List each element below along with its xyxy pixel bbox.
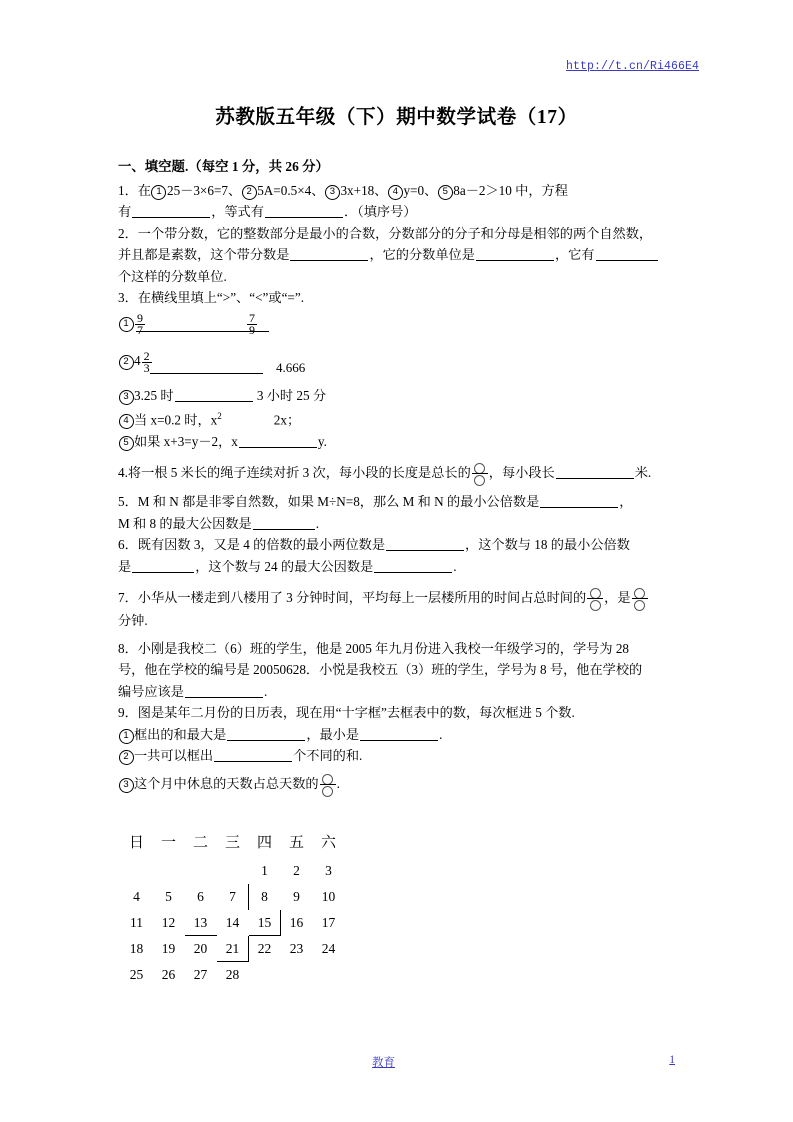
question-5-line-1 — [118, 491, 690, 513]
q6-l2-b: ，这个数与 24 的最大公因数是 — [195, 558, 374, 574]
calendar-cell: 23 — [289, 940, 304, 956]
calendar-cell — [153, 858, 185, 884]
question-8-line-3 — [118, 681, 690, 703]
calendar-cell: 18 — [129, 940, 144, 956]
answer-blank[interactable] — [374, 559, 452, 573]
calendar-cell: 24 — [321, 940, 336, 956]
calendar-cell: 26 — [161, 966, 176, 982]
question-1-line-2 — [118, 201, 690, 223]
question-8-line-1: 8．小刚是我校二（6）班的学生，他是 2005 年九月份进入我校一年级学习的，学号为 28 — [118, 640, 630, 656]
q8-l3-a: 编号应该是 — [118, 683, 184, 699]
q3-i5-left: 如果 x+3=y－2，x — [134, 433, 238, 449]
circled-number-5: 5 — [119, 436, 134, 451]
calendar-cell: 11 — [130, 914, 143, 930]
q3-i2-whole: 4 — [134, 352, 141, 368]
q4-a: 4.将一根 5 米长的绳子连续对折 3 次，每小段的长度是总长的 — [118, 465, 471, 481]
q5-l1-a: 5．M 和 N 都是非零自然数，如果 M÷N=8，那么 M 和 N 的最小公倍数是 — [118, 494, 540, 510]
q6-l2-a: 是 — [118, 558, 132, 574]
question-9: 9．图是某年二月份的日历表，现在用“十字框”去框表中的数，每次框进 5 个数. — [118, 705, 575, 721]
q1-item-3: 3x+18、 — [340, 182, 388, 198]
question-3-item-4 — [118, 406, 690, 431]
calendar-cell: 1 — [261, 862, 268, 878]
question-6-line-1 — [118, 534, 690, 556]
calendar-cell — [185, 858, 217, 884]
question-2-line-3: 个这样的分数单位. — [118, 268, 227, 284]
answer-blank[interactable] — [150, 373, 263, 374]
q3-i1-right — [246, 312, 258, 336]
calendar-cell-marked: 21 — [217, 936, 249, 962]
answer-blank[interactable] — [185, 684, 263, 698]
q1-line2-c: ．（填序号） — [343, 204, 417, 219]
calendar-cell: 25 — [129, 966, 144, 982]
calendar-cell — [217, 858, 249, 884]
calendar-cell: 10 — [321, 888, 336, 904]
calendar-cell-marked: 7 — [217, 884, 249, 910]
question-3-item-2 — [118, 347, 690, 385]
calendar-cell: 5 — [165, 888, 172, 904]
calendar-row — [121, 936, 345, 962]
calendar-header-cell: 日 — [128, 835, 144, 851]
q9-i1-b: ，最小是 — [306, 726, 360, 742]
calendar-row — [121, 962, 345, 988]
q9-i2-a: 一共可以框出 — [134, 748, 214, 764]
calendar-cell — [313, 962, 345, 988]
q2-l2-b: ，它的分数单位是 — [369, 247, 475, 262]
q3-i2-right: 4.666 — [276, 359, 306, 375]
calendar-cell: 28 — [225, 966, 240, 982]
answer-blank[interactable] — [265, 204, 343, 218]
calendar-header-row — [121, 828, 345, 858]
q9-i1-a: 框出的和最大是 — [134, 726, 227, 742]
question-7 — [118, 587, 690, 610]
calendar-header-cell: 四 — [256, 835, 272, 851]
question-9-item-1 — [118, 724, 690, 746]
exam-content — [118, 156, 690, 796]
q1-item-1: 25－3×6=7、 — [166, 182, 242, 198]
calendar-row — [121, 884, 345, 910]
page-number: 1 — [669, 1054, 675, 1066]
answer-blank[interactable] — [253, 516, 315, 530]
blank-oval-denominator[interactable] — [322, 786, 333, 797]
question-9-item-2 — [118, 745, 690, 767]
q3-i3-right: 3 小时 25 分 — [256, 387, 327, 403]
q1-item-2: 5A=0.5×4、 — [257, 182, 325, 198]
calendar-header-cell: 一 — [160, 835, 176, 851]
question-2-line-1: 2．一个带分数，它的整数部分是最小的合数，分数部分的分子和分母是相邻的两个自然数， — [118, 225, 653, 241]
calendar-cell: 27 — [193, 966, 208, 982]
section-heading: 一、填空题.（每空 1 分，共 26 分） — [118, 159, 329, 174]
calendar-table — [120, 827, 345, 988]
answer-blank[interactable] — [223, 412, 273, 426]
answer-blank[interactable] — [476, 247, 554, 261]
q1-item-4: y=0、 — [403, 182, 438, 198]
calendar-cell: 16 — [289, 914, 304, 930]
answer-blank[interactable] — [386, 537, 464, 551]
q6-l2-c: . — [453, 558, 457, 574]
q7-b: ，是 — [604, 590, 631, 606]
calendar-cell: 9 — [293, 888, 300, 904]
question-1 — [118, 180, 690, 202]
footer-link[interactable]: 教育 — [372, 1057, 395, 1069]
q5-l1-b: ， — [619, 494, 633, 510]
answer-blank[interactable] — [132, 204, 210, 218]
circled-number-2: 2 — [242, 185, 257, 200]
q9-i3-a: 这个月中休息的天数占总天数的 — [134, 775, 319, 791]
blank-fraction[interactable] — [472, 463, 488, 485]
q3-i4-right: 2x； — [273, 412, 301, 428]
circled-number-1: 1 — [119, 317, 134, 332]
calendar-cell-marked: 14 — [225, 914, 240, 930]
circled-number-4: 4 — [388, 185, 403, 200]
circled-number-3: 3 — [325, 185, 340, 200]
q4-c: 米. — [634, 465, 652, 481]
q5-l2-a: M 和 8 的最大公因数是 — [118, 515, 252, 531]
q6-l1-b: ，这个数与 18 的最小公倍数 — [465, 537, 630, 553]
q2-l2-a: 并且都是素数，这个带分数是 — [118, 247, 290, 262]
fraction-9-over-7: $\frac{9}{7}$ — [137, 310, 143, 337]
blank-oval-denominator[interactable] — [634, 600, 645, 611]
calendar-header-cell: 六 — [320, 835, 336, 851]
circled-number-2: 2 — [119, 355, 134, 370]
answer-blank[interactable] — [556, 465, 634, 479]
calendar-body — [121, 828, 345, 988]
q3-i4-exponent: 2 — [217, 411, 222, 421]
question-3-item-1 — [118, 309, 690, 347]
blank-oval-denominator[interactable] — [590, 600, 601, 611]
calendar-cell — [249, 962, 281, 988]
q3-i1-left — [118, 312, 146, 336]
q3-i3-left: 3.25 时 — [134, 387, 174, 403]
answer-blank[interactable] — [214, 748, 292, 762]
q4-b: ，每小段长 — [488, 465, 555, 481]
question-3: 3．在横线里填上“>”、“<”或“=”. — [118, 290, 305, 305]
q1-lead: 1．在 — [118, 182, 151, 198]
calendar-figure — [120, 827, 345, 988]
calendar-cell: 4 — [133, 888, 140, 904]
q9-i2-b: 个不同的和. — [293, 748, 363, 764]
calendar-cell: 2 — [293, 862, 300, 878]
source-url-link[interactable]: http://t.cn/Ri466E4 — [565, 60, 699, 73]
question-2-line-2 — [118, 244, 690, 266]
question-6-line-2 — [118, 556, 690, 578]
blank-fraction[interactable] — [587, 588, 603, 610]
calendar-cell: 19 — [161, 940, 176, 956]
calendar-cell — [121, 858, 153, 884]
q3-i5-right: y. — [317, 433, 327, 449]
circled-number-3: 3 — [119, 778, 134, 793]
q1-line2-a: 有 — [118, 204, 132, 219]
calendar-header-cell: 二 — [192, 835, 208, 851]
circled-number-4: 4 — [119, 414, 134, 429]
q3-i2-left — [118, 350, 153, 374]
question-7-line-2: 分钟. — [118, 613, 148, 629]
calendar-cell — [281, 962, 313, 988]
question-5-line-2 — [118, 513, 690, 535]
calendar-row — [121, 910, 345, 936]
answer-blank[interactable] — [360, 727, 438, 741]
answer-blank[interactable] — [132, 559, 194, 573]
calendar-cell-marked: 15 — [249, 910, 281, 936]
answer-blank[interactable] — [540, 494, 618, 508]
blank-fraction[interactable] — [320, 774, 336, 796]
answer-blank[interactable] — [175, 388, 253, 402]
calendar-header-cell: 五 — [288, 835, 304, 851]
fraction-2-over-3: $\frac{2}{3}$ — [143, 348, 150, 375]
circled-number-3: 3 — [119, 390, 134, 405]
answer-blank[interactable] — [239, 434, 317, 448]
q6-l1-a: 6．既有因数 3，又是 4 的倍数的最小两位数是 — [118, 537, 386, 553]
q2-l2-c: ，它有 — [554, 247, 595, 262]
q9-i1-c: . — [439, 726, 443, 742]
question-9-item-3 — [118, 773, 690, 796]
answer-blank[interactable] — [596, 247, 658, 261]
q8-l3-b: . — [263, 683, 268, 699]
answer-blank[interactable] — [290, 247, 368, 261]
calendar-cell: 6 — [197, 888, 204, 904]
calendar-cell: 12 — [161, 914, 176, 930]
answer-blank[interactable] — [227, 727, 305, 741]
blank-fraction[interactable] — [632, 588, 648, 610]
q1-item-5: 8a－2＞10 中，方程 — [453, 182, 568, 198]
calendar-cell: 20 — [193, 940, 208, 956]
calendar-cell: 8 — [261, 888, 268, 904]
blank-oval-denominator[interactable] — [474, 475, 485, 486]
question-3-item-3 — [118, 385, 690, 407]
header-url-row — [566, 56, 699, 74]
calendar-cell: 17 — [321, 914, 336, 930]
circled-number-1: 1 — [119, 729, 134, 744]
page-footer — [0, 1054, 793, 1074]
fraction-7-over-9: $\frac{7}{9}$ — [249, 310, 255, 337]
calendar-row — [121, 858, 345, 884]
calendar-cell-marked: 13 — [185, 910, 217, 936]
calendar-header-cell: 三 — [224, 835, 240, 851]
q3-i4-left: 当 x=0.2 时，x — [134, 412, 218, 428]
q1-line2-b: ，等式有 — [211, 204, 264, 219]
circled-number-5: 5 — [438, 185, 453, 200]
calendar-cell: 3 — [325, 862, 332, 878]
question-4 — [118, 462, 690, 485]
calendar-cell: 22 — [257, 940, 272, 956]
page-title: 苏教版五年级（下）期中数学试卷（17） — [215, 107, 578, 128]
question-3-item-5 — [118, 431, 690, 453]
circled-number-2: 2 — [119, 750, 134, 765]
circled-number-1: 1 — [151, 185, 166, 200]
question-8-line-2: 号，他在学校的编号是 20050628．小悦是我校五（3）班的学生，学号为 8 号，他在学校的 — [118, 662, 643, 678]
q5-l2-b: . — [315, 515, 320, 531]
q9-i3-b: . — [336, 775, 340, 791]
q7-a: 7．小华从一楼走到八楼用了 3 分钟时间，平均每上一层楼所用的时间占总时间的 — [118, 590, 587, 606]
